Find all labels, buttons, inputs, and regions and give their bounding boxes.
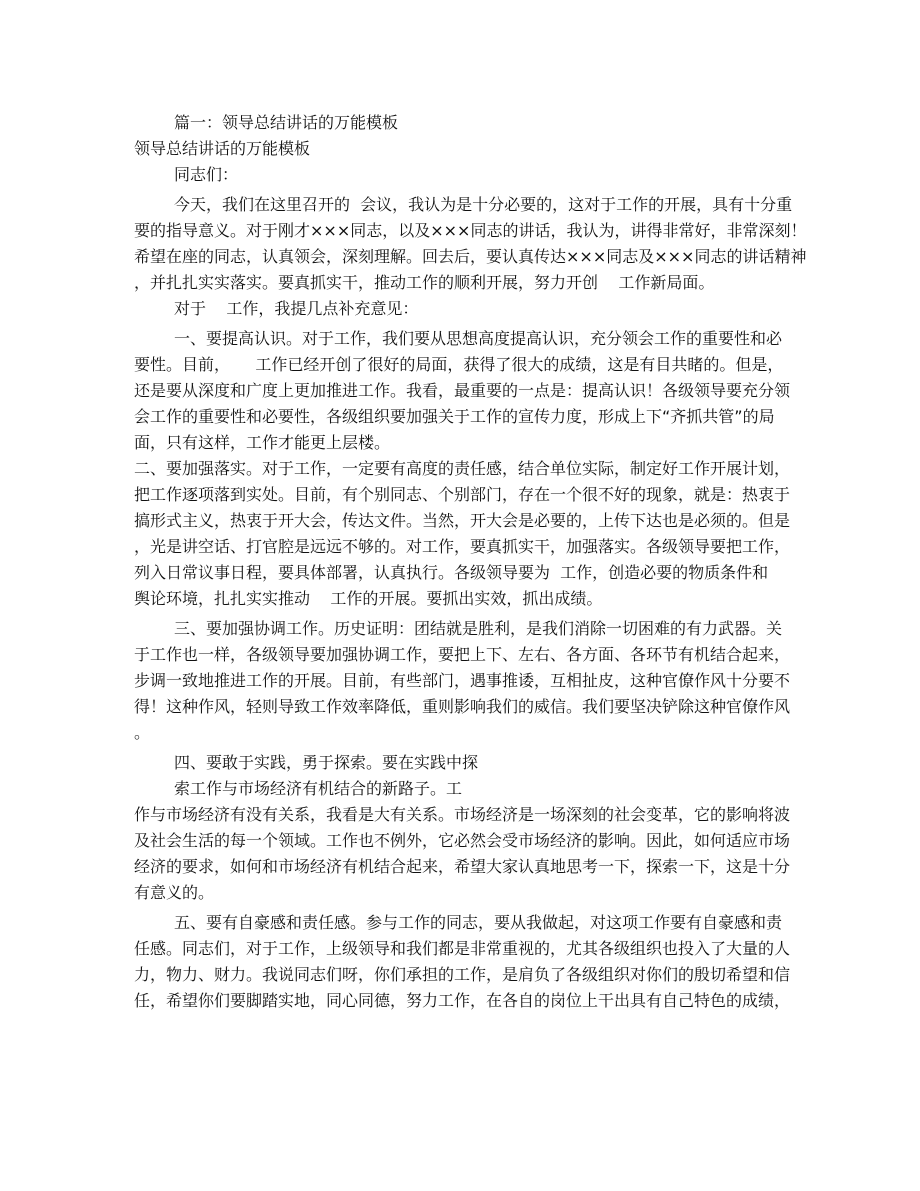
paragraph-line: 把工作逐项落到实处。目前，有个别同志、个别部门，存在一个很不好的现象，就是：热衷于 xyxy=(134,485,791,504)
paragraph-line: 作与市场经济有没有关系，我看是大有关系。市场经济是一场深刻的社会变革，它的影响将波 xyxy=(134,805,791,824)
paragraph-line: 任，希望你们要脚踏实地，同心同德，努力工作，在各自的岗位上干出具有自己特色的成绩， xyxy=(134,991,791,1010)
paragraph-line: 有意义的。 xyxy=(134,883,215,902)
paragraph-line: 力，物力、财力。我说同志们呀，你们承担的工作，是肩负了各级组织对你们的殷切希望和信 xyxy=(134,965,791,984)
paragraph-line: 及社会生活的每一个领域。工作也不例外，它必然会受市场经济的影响。因此，如何适应市场 xyxy=(134,831,791,850)
paragraph-line: 经济的要求，如何和市场经济有机结合起来，希望大家认真地思考一下，探索一下，这是十分 xyxy=(134,857,791,876)
paragraph-line: 希望在座的同志，认真领会，深刻理解。回去后，要认真传达×××同志及×××同志的讲话精神 xyxy=(134,247,807,266)
paragraph-line: 索工作与市场经济有机结合的新路子。工 xyxy=(174,779,463,798)
paragraph-line: 。 xyxy=(134,723,151,742)
section-title: 篇一：领导总结讲话的万能模板 xyxy=(174,113,399,132)
paragraph-line: ，光是讲空话、打官腔是远远不够的。对工作，要真抓实干，加强落实。各级领导要把工作， xyxy=(134,537,791,556)
paragraph-line: 五、要有自豪感和责任感。参与工作的同志，要从我做起，对这项工作要有自豪感和责 xyxy=(174,913,783,932)
paragraph-line: 要的指导意义。对于刚才×××同志，以及×××同志的讲话，我认为，讲得非常好，非常深刻！ xyxy=(134,221,807,240)
paragraph-line: 要性。目前， 工作已经开创了很好的局面，获得了很大的成绩，这是有目共睹的。但是， xyxy=(134,355,784,374)
paragraph-line: 得！这种作风，轻则导致工作效率降低，重则影响我们的威信。我们要坚决铲除这种官僚作风 xyxy=(134,697,791,716)
paragraph-line: 一、要提高认识。对于工作，我们要从思想高度提高认识，充分领会工作的重要性和必 xyxy=(174,329,783,348)
paragraph-line: 列入日常议事日程，要具体部署，认真执行。各级领导要为 工作，创造必要的物质条件和 xyxy=(134,563,769,582)
paragraph-line: 二、要加强落实。对于工作，一定要有高度的责任感，结合单位实际，制定好工作开展计划， xyxy=(134,459,791,478)
paragraph-line: 四、要敢于实践，勇于探索。要在实践中探 xyxy=(174,753,479,772)
paragraph-line: 舆论环境，扎扎实实推动 工作的开展。要抓出实效，抓出成绩。 xyxy=(134,589,603,608)
paragraph-line: 于工作也一样，各级领导要加强协调工作，要把上下、左右、各方面、各环节有机结合起来， xyxy=(134,645,791,664)
paragraph-line: 会工作的重要性和必要性，各级组织要加强关于工作的宣传力度，形成上下“齐抓共管”的局 xyxy=(134,407,775,426)
paragraph-line: 还是要从深度和广度上更加推进工作。我看，最重要的一点是：提高认识！各级领导要充分领 xyxy=(134,381,791,400)
paragraph-line: 面，只有这样，工作才能更上层楼。 xyxy=(134,433,391,452)
salutation: 同志们： xyxy=(174,165,239,184)
paragraph-line: 三、要加强协调工作。历史证明：团结就是胜利，是我们消除一切困难的有力武器。关 xyxy=(174,619,783,638)
paragraph-line: 今天，我们在这里召开的 会议，我认为是十分必要的，这对于工作的开展，具有十分重 xyxy=(174,195,793,214)
paragraph-line: 对于 工作，我提几点补充意见： xyxy=(174,299,419,318)
document-title: 领导总结讲话的万能模板 xyxy=(134,139,311,158)
paragraph-line: 步调一致地推进工作的开展。目前，有些部门，遇事推诿，互相扯皮，这种官僚作风十分要不 xyxy=(134,671,791,690)
document-body xyxy=(134,110,807,1014)
paragraph-line: 搞形式主义，热衷于开大会，传达文件。当然，开大会是必要的，上传下达也是必须的。但是 xyxy=(134,511,791,530)
paragraph-line: 任感。同志们，对于工作，上级领导和我们都是非常重视的，尤其各级组织也投入了大量的人 xyxy=(134,939,791,958)
paragraph-line: ，并扎扎实实落实。要真抓实干，推动工作的顺利开展，努力开创 工作新局面。 xyxy=(134,273,715,292)
